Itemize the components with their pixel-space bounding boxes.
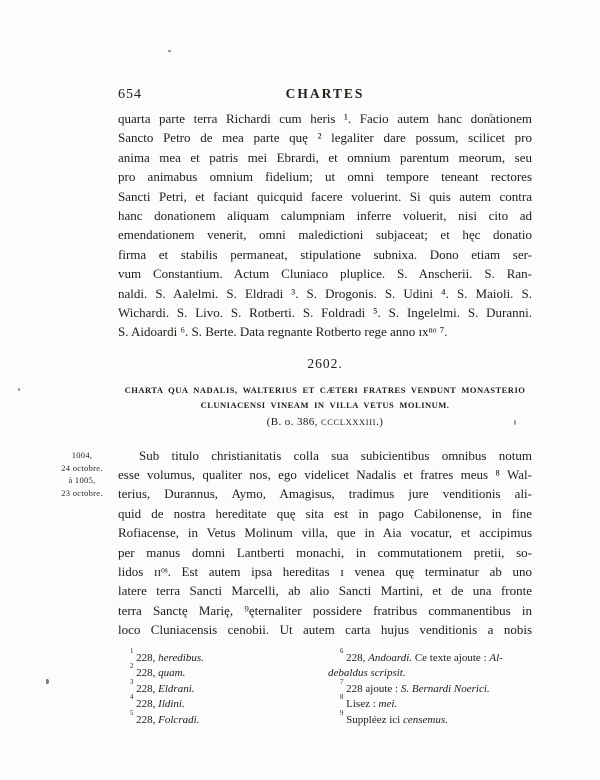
text-line: terra Sanctę Marię, ⁹ęternaliter possidere fratribus commanentibus in <box>118 602 532 618</box>
text-line: anima mea et patris mei Ebrardi, et omnium parentum meorum, seu <box>118 149 532 165</box>
text-line: S. Aidoardi ⁶. S. Berte. Data regnante Rotberto rege anno ɪxⁿᵒ ⁷. <box>118 324 448 340</box>
scan-speck <box>168 50 171 52</box>
text-line: latere terra Sancti Marcelli, ab alio Sancti Martini, et de una fronte <box>118 583 532 599</box>
text-line: lidos ɪɪᵒˢ. Est autem ipsa hereditas ɪ venea quę terminatur ab uno <box>118 564 532 580</box>
text-line: Sancti Petri, et faciant quicquid facere voluerint. Si quis autem contra <box>118 188 532 204</box>
margin-date-note <box>50 449 114 499</box>
text-line: quid de nostra hereditate quę sita est in pago Cabilonense, in fine <box>118 505 532 521</box>
footnote: $^9$ Suppléez ici censemus. <box>340 709 448 726</box>
text-line: Wichardi. S. Livo. S. Rotberti. S. Foldradi ⁵. S. Ingelelmi. S. Duranni. <box>118 304 532 320</box>
charter-2602-body <box>118 446 532 640</box>
text-line: firma et stabilis permaneat, stipulatione subnixa. Dono etiam ser- <box>118 246 532 262</box>
text-line: esse volumus, qualiter nos, ego videlicet Nadalis et fratres meus ⁸ Wal- <box>118 467 532 483</box>
scan-speck <box>18 388 20 391</box>
source-reference: (B. o. 386, CCCLXXXIII.) <box>266 415 384 428</box>
text-line: Sub titulo christianitatis colla sua subicientibus omnibus notum <box>139 447 532 463</box>
running-title: CHARTES <box>285 86 365 101</box>
text-line: per manus domni Lantberti monachi, in commutationem pretii, so- <box>118 544 532 560</box>
footnote: $^1$ 228, heredibus. <box>130 647 204 664</box>
text-line: Rofiacense, in Vetus Molinum villa, que in Aia vocatur, et accipimus <box>118 525 532 541</box>
margin-date-line: à 1005, <box>68 475 96 485</box>
footnote: $^6$ 228, Andoardi. Ce texte ajoute : Al- <box>340 647 503 664</box>
text-line: emendationem venerit, omni maledictioni subjaceat; et hęc donatio <box>118 227 532 243</box>
scan-speck <box>46 679 49 684</box>
text-line: vum Constantium. Actum Cluniaco pluplice. S. Anscherii. S. Ran- <box>118 266 532 282</box>
charter-number: 2602. <box>307 355 343 371</box>
charter-2601-ending <box>118 109 532 342</box>
footnote: $^2$ 228, quam. <box>130 663 186 680</box>
footnotes-right-column <box>328 647 532 729</box>
page-header <box>118 86 532 103</box>
footnote: $^4$ 228, Ildini. <box>130 694 185 711</box>
margin-date-line: 24 octobre. <box>61 462 103 473</box>
text-line: quarta parte terra Richardi cum heris ¹. Facio autem hanc donationem <box>118 111 532 126</box>
footnotes <box>118 647 532 729</box>
text-line: terius, Durannus, Aymo, Amagisus, tradimus jure venditionis ali- <box>118 486 532 502</box>
footnote: $^8$ Lisez : mei. <box>340 694 398 711</box>
page-number: 654 <box>118 87 142 102</box>
margin-date-line: 23 octobre. <box>61 487 103 498</box>
footnote: $^3$ 228, Eldrani. <box>130 678 195 695</box>
margin-date-line: 1004, <box>71 450 93 460</box>
text-line: pro animabus omnium fidelium; ut omni tempore teneant rectores <box>118 169 532 185</box>
text-line: hanc donationem aliquam calumpniam inferre voluerit, nisi cito ad <box>118 207 532 223</box>
text-line: loco Cluniacensis cenobii. Ut autem carta hujus venditionis a nobis <box>118 622 532 638</box>
text-line: naldi. S. Aalelmi. S. Eldradi ³. S. Drogonis. S. Udini ⁴. S. Maioli. S. <box>118 285 532 301</box>
charter-heading-line: CLUNIACENSI VINEAM IN VILLA VETUS MOLINUM. <box>200 399 450 410</box>
charter-heading <box>118 383 532 413</box>
footnote: $^5$ 228, Folcradi. <box>130 709 200 726</box>
text-line: Sancto Petro de mea parte quę ² legaliter dare possum, scilicet pro <box>118 130 532 146</box>
footnotes-left-column <box>118 647 314 729</box>
footnote: $^7$ 228 ajoute : S. Bernardi Noerici. <box>340 678 490 695</box>
charter-heading-line: CHARTA QUA NADALIS, WALTERIUS ET CÆTERI FRATRES VENDUNT MONASTERIO <box>124 384 526 395</box>
footnote-continuation: debaldus scripsit. <box>328 667 406 680</box>
text-column <box>118 86 532 728</box>
